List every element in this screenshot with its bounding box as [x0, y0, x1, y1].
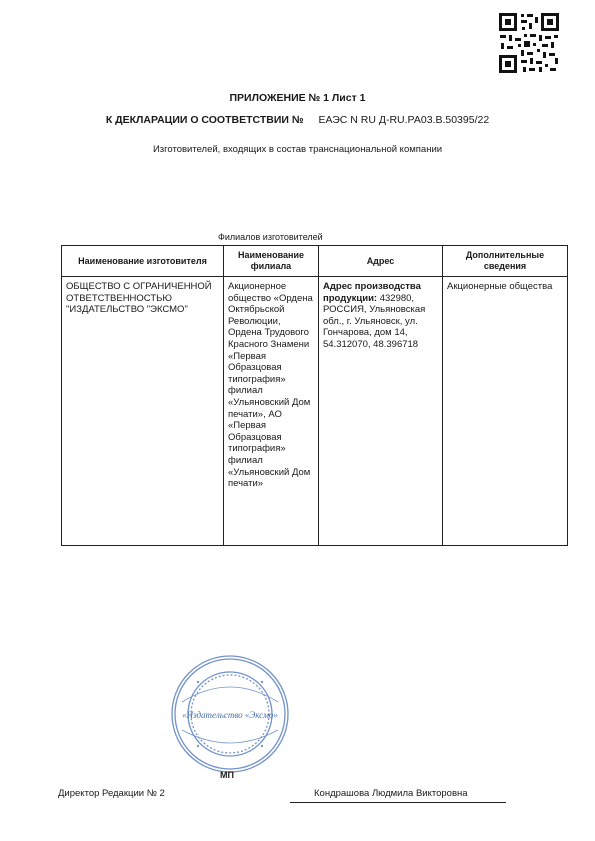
column-header-branch: Наименование филиала	[224, 246, 319, 277]
column-header-extra: Дополнительные сведения	[443, 246, 568, 277]
address-text: 432980, РОССИЯ, Ульяновская обл., г. Ульяновск, ул. Гончарова, дом 14, 54.312070, 48.396718	[323, 292, 426, 350]
table-header-row	[62, 246, 568, 277]
seal-mark-label: МП	[220, 770, 234, 780]
declaration-line	[0, 114, 595, 126]
table-row	[62, 277, 568, 546]
document-subtitle: Изготовителей, входящих в состав транснациональной компании	[152, 144, 443, 155]
appendix-title: ПРИЛОЖЕНИЕ № 1 Лист 1	[229, 92, 366, 104]
company-seal-icon	[168, 652, 292, 776]
seal-center-text: «Издательство «Эксмо»	[182, 710, 278, 720]
signatory-name: Кондрашова Людмила Викторовна	[314, 788, 468, 799]
cell-extra: Акционерные общества	[443, 277, 568, 546]
column-header-address: Адрес	[319, 246, 443, 277]
cell-branch: Акционерное общество «Ордена Октябрьской Революции, Ордена Трудового Красного Знамени «Первая Образцовая типография» филиал «Ульяновский Дом печати», АО «Первая Образцовая типография» филиал «Ульяновский Дом печати»	[224, 277, 319, 546]
cell-manufacturer: ОБЩЕСТВО С ОГРАНИЧЕННОЙ ОТВЕТСТВЕННОСТЬЮ "ИЗДАТЕЛЬСТВО "ЭКСМО"	[62, 277, 224, 546]
column-header-manufacturer: Наименование изготовителя	[62, 246, 224, 277]
branches-table	[61, 245, 568, 546]
table-caption: Филиалов изготовителей	[218, 232, 323, 242]
signature-line	[290, 802, 506, 803]
address-label: Адрес производства продукции:	[323, 281, 421, 304]
qr-code-icon	[498, 12, 560, 74]
declaration-label: К ДЕКЛАРАЦИИ О СООТВЕТСТВИИ №	[105, 114, 304, 126]
declaration-number: ЕАЭС N RU Д-RU.РА03.В.50395/22	[318, 114, 490, 126]
signatory-position: Директор Редакции № 2	[58, 788, 165, 799]
cell-address	[319, 277, 443, 546]
